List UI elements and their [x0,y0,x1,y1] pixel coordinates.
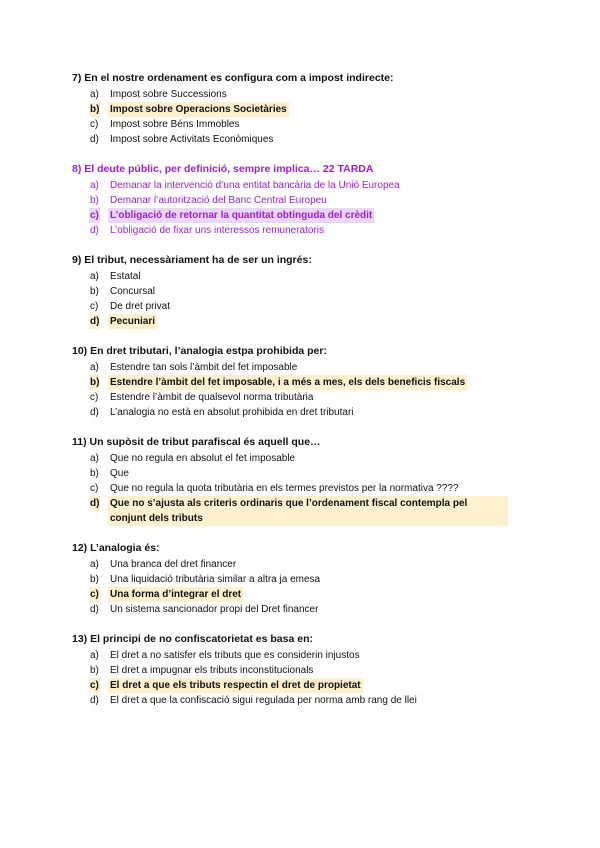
option-letter: d) [90,225,99,236]
option-letter: c) [90,119,99,130]
option-c-correct [72,587,542,602]
option-text: Estendre l’àmbit del fet imposable, i a més a mes, els dels beneficis fiscals [110,377,466,388]
option-letter: b) [90,468,99,479]
option-letter: a) [90,362,99,373]
option-text: Impost sobre Activitats Econòmiques [110,134,274,145]
option-letter: a) [90,180,99,191]
option-text: Demanar la intervenció d’una entitat bancària de la Unió Europea [110,180,400,191]
option-text: Una forma d’integrar el dret [110,589,242,600]
option-a [72,360,542,375]
option-text: De dret privat [110,301,171,312]
option-text: El dret a que la confiscació sigui regulada per norma amb rang de llei [110,695,417,706]
option-text: Pecuniari [110,316,156,327]
question-13 [72,633,542,708]
option-d [72,693,542,708]
question-title: 10) En dret tributari, l’analogia estpa prohibida per: [72,345,327,357]
option-d [72,602,542,617]
option-b [72,284,542,299]
option-c [72,299,542,314]
option-letter: c) [90,392,99,403]
option-b [72,466,542,481]
option-a [72,648,542,663]
option-letter: c) [90,680,99,691]
question-10 [72,345,542,420]
option-text: Impost sobre Operacions Societàries [110,104,287,115]
option-c [72,481,542,496]
option-letter: a) [90,453,99,464]
option-text: Demanar l’autorització del Banc Central Europeu [110,195,327,206]
option-text: El dret a que els tributs respectin el dret de propietat [110,680,361,691]
option-text: L’obligació de fixar uns interessos remuneratoris [110,225,324,236]
option-a [72,87,542,102]
option-c [72,117,542,132]
option-text: Concursal [110,286,156,297]
option-text: El dret a impugnar els tributs inconstitucionals [110,665,314,676]
option-text: El dret a no satisfer els tributs que es considerin injustos [110,650,360,661]
option-letter: b) [90,104,100,115]
question-title: 8) El deute públic, per definició, sempre implica… 22 TARDA [72,163,374,175]
question-title: 7) En el nostre ordenament es configura com a impost indirecte: [72,72,394,84]
option-c [72,390,542,405]
question-8 [72,163,542,238]
option-d-correct [72,496,542,526]
option-letter: b) [90,665,99,676]
option-text: L’analogia no està en absolut prohibida en dret tributari [110,407,354,418]
option-letter: d) [90,407,99,418]
option-a [72,557,542,572]
option-text: Impost sobre Successions [110,89,227,100]
option-letter: b) [90,377,100,388]
option-text: Una branca del dret financer [110,559,237,570]
question-title: 13) El principi de no confiscatorietat es basa en: [72,633,313,645]
option-letter: b) [90,195,99,206]
option-text: Que no regula en absolut el fet imposable [110,453,296,464]
question-title: 11) Un supòsit de tribut parafiscal és aquell que… [72,436,321,448]
option-letter: c) [90,210,99,221]
option-letter: c) [90,483,99,494]
option-c-correct [72,208,542,223]
option-a [72,178,542,193]
option-b [72,663,542,678]
option-letter: a) [90,271,99,282]
option-letter: a) [90,89,99,100]
option-c-correct [72,678,542,693]
option-b [72,572,542,587]
option-letter: d) [90,316,100,327]
option-text: Una liquidació tributària similar a altra ja emesa [110,574,321,585]
option-letter: d) [90,695,99,706]
option-letter: d) [90,604,99,615]
option-letter: a) [90,559,99,570]
option-d [72,405,542,420]
option-text: Estendre l’àmbit de qualsevol norma tributària [110,392,314,403]
option-b-correct [72,375,542,390]
option-letter: c) [90,301,99,312]
option-d [72,223,542,238]
option-text: Estatal [110,271,141,282]
question-9 [72,254,542,329]
option-b-correct [72,102,542,117]
option-d-correct [72,314,542,329]
option-letter: d) [90,134,99,145]
question-title: 12) L’analogia és: [72,542,160,554]
option-a [72,269,542,284]
option-letter: b) [90,574,99,585]
option-d [72,132,542,147]
option-text: L’obligació de retornar la quantitat obtinguda del crèdit [110,210,373,221]
option-letter: b) [90,286,99,297]
option-text: Impost sobre Béns Immobles [110,119,240,130]
option-a [72,451,542,466]
option-text: Que no s’ajusta als criteris ordinaris que l’ordenament fiscal contempla pel conjunt dels tributs [108,496,508,526]
question-11 [72,436,542,526]
question-12 [72,542,542,617]
option-letter: a) [90,650,99,661]
option-text: Estendre tan sols l’àmbit del fet imposable [110,362,298,373]
option-text: Que no regula la quota tributària en els termes previstos per la normativa ???? [110,483,459,494]
option-letter: d) [90,498,100,509]
option-letter: c) [90,589,99,600]
option-text: Que [110,468,129,479]
question-7 [72,72,542,147]
question-title: 9) El tribut, necessàriament ha de ser un ingrés: [72,254,312,266]
option-text: Un sistema sancionador propi del Dret financer [110,604,319,615]
option-b [72,193,542,208]
